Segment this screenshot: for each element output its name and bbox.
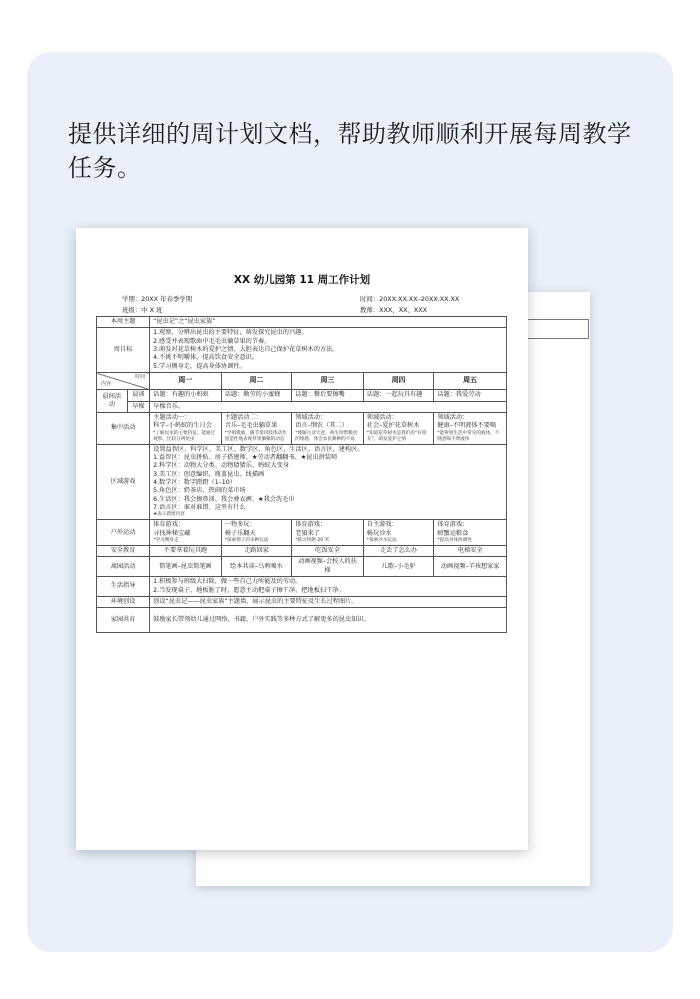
focus-name: 社会–爱护花草树木: [366, 422, 420, 430]
outdoor-type: 一物多玩：: [224, 521, 256, 529]
focus-cell: [292, 412, 364, 444]
life-item: 1.积极参与班级大扫除，做一些自己力所能及的劳动。: [153, 578, 302, 586]
focus-note: *能辨别生活中常见的液体，不随意喝不明液体: [437, 430, 500, 442]
outdoor-cell: [150, 520, 222, 546]
outdoor-cell: [292, 520, 364, 546]
env-value: 创设“昆虫记——昆虫家族”主题墙，展示昆虫的主要特征及生长过程图片。: [150, 596, 507, 607]
goals-row: [97, 328, 507, 373]
area-line: 6.生活区：我会擦鼻涕、我会叠衣裤、★我会洗毛巾: [153, 495, 295, 503]
class-label: 班级：中 X 班: [122, 306, 163, 314]
life-item: 2.当发现桌子、地板脏了时，愿意主动把桌子擦干净，把地板扫干净。: [153, 586, 345, 594]
day-header-row: [97, 373, 507, 390]
outdoor-name: 寻找神秘宝藏: [153, 529, 191, 537]
focus-title: 领域活动：: [295, 413, 327, 421]
exercise-value: 早操音乐。: [150, 401, 507, 412]
leaving-label: 离园活动: [97, 557, 150, 577]
focus-note: *理解古诗大意，萌生珍惜粮食的情感，体会农民耕种的不易: [295, 430, 358, 442]
outdoor-type: 自主游戏：: [366, 521, 398, 529]
theme-label: 本周主题: [97, 317, 150, 328]
talk-cell: 话题：一起玩具有趣: [363, 390, 434, 401]
outdoor-note: *学习侧身走: [153, 538, 179, 544]
focus-note: *知道花草树木是我们的“好朋友”，萌发爱护之情: [366, 430, 427, 442]
area-note: ★表示新增内容: [153, 512, 185, 518]
goals-label: 周目标: [97, 328, 150, 373]
outdoor-note: *练习快跑 20 米: [295, 538, 330, 544]
life-row: [97, 577, 507, 597]
focus-cell: [434, 412, 507, 444]
morning-label: 晨间活动: [97, 390, 128, 413]
morning-exercise-row: [97, 401, 507, 412]
leaving-cell: 动画视频–会校人的扶梯: [292, 557, 364, 577]
home-value: 鼓励家长带领幼儿通过网络、书籍、户外实践等多种方式了解更多的昆虫知识。: [150, 608, 507, 633]
day-header: 周一: [150, 373, 222, 390]
home-row: [97, 608, 507, 633]
talk-label: 晨谈: [127, 390, 149, 401]
goal-item: 1.观察、分辨出昆虫的主要特征，萌发探究昆虫的兴趣。: [153, 329, 308, 337]
talk-cell: 话题：有趣的小蚂蚁: [150, 390, 222, 401]
talk-cell: 话题：餐后要擦嘴: [292, 390, 364, 401]
area-line: 4.数学区：数字蹬蹬（1–10）: [153, 478, 236, 486]
headline: 提供详细的周计划文档，帮助教师顺利开展每周教学任务。: [68, 120, 632, 182]
outdoor-note: *探索沙水玩法: [366, 538, 397, 544]
home-label: 家园共育: [97, 608, 150, 633]
area-line: 5.角色区：奶茶店、热闹的菜市场: [153, 487, 246, 495]
talk-cell: 话题：勤劳的小蜜蜂: [221, 390, 292, 401]
outdoor-name: 畅玩沙水: [366, 529, 392, 537]
safety-cell: 吃饭安全: [292, 546, 364, 557]
term-label: 学期：20XX 年春季学期: [122, 295, 193, 303]
document-title: XX 幼儿园第 11 周工作计划: [233, 274, 371, 286]
env-row: [97, 596, 507, 607]
header-time-label: 时间: [135, 374, 146, 381]
morning-talk-row: [97, 390, 507, 401]
header-content-label: 内容: [101, 381, 112, 388]
exercise-label: 早操: [127, 401, 149, 412]
outdoor-name: 螃蟹运粮食: [437, 529, 469, 537]
outdoor-type: 体育游戏：: [153, 521, 185, 529]
plan-document: [76, 228, 528, 850]
area-line: 1.益智区：昆虫拼贴、房子搭建师、★劳动者翻翻书、★昆虫拼装师: [153, 453, 338, 461]
focus-note: *了解昆虫的主要特征，能通过观察、比较分辨昆虫: [153, 430, 216, 442]
safety-cell: 电梯安全: [434, 546, 507, 557]
focus-title: 领域活动：: [437, 413, 469, 421]
teacher-label: 教师：XXX、XX、XXX: [360, 306, 427, 314]
safety-row: [97, 546, 507, 557]
leaving-row: [97, 557, 507, 577]
outdoor-name: 老狼来了: [295, 529, 320, 537]
area-line: 设置益智区、科学区、美工区、数学区、角色区、生活区、语言区、建构区。: [153, 445, 364, 453]
outdoor-note: *提高身体协调性: [437, 538, 472, 544]
outdoor-type: 体育游戏：: [295, 521, 327, 529]
safety-cell: 走路回家: [221, 546, 292, 557]
outdoor-type: 体育游戏：: [437, 521, 469, 529]
outdoor-cell: [434, 520, 507, 546]
leaving-cell: 动画视频–羊孩想家家: [434, 557, 507, 577]
focus-cell: [363, 412, 434, 444]
leaving-cell: 简笔画–昆虫简笔画: [150, 557, 222, 577]
outdoor-cell: [363, 520, 434, 546]
day-header: 周二: [221, 373, 292, 390]
focus-name: 健康–不明液体不要喝: [437, 422, 497, 430]
focus-cell: [221, 412, 292, 444]
day-header: 周三: [292, 373, 364, 390]
weekly-plan-table: [96, 316, 507, 633]
life-list: [150, 577, 507, 597]
leaving-cell: 儿歌–小毛驴: [363, 557, 434, 577]
time-label: 时间：20XX.XX.XX–20XX.XX.XX: [360, 295, 460, 303]
focus-note: *学唱歌曲，随节奏用肢体动作创造性地表现草果躺躺的动态: [224, 430, 287, 442]
outdoor-cell: [221, 520, 292, 546]
focus-title: 主题活动一：: [153, 413, 191, 421]
focus-title: 主题活动二：: [224, 413, 262, 421]
safety-cell: 走丢了怎么办: [363, 546, 434, 557]
header-corner-cell: [97, 373, 150, 390]
theme-row: [97, 317, 507, 328]
focus-name: 语言–悯农（其二）: [295, 422, 348, 430]
env-label: 环境创设: [97, 596, 150, 607]
focus-title: 领域活动：: [366, 413, 398, 421]
goal-item: 3.萌发对花草树木的爱护之情，大胆表达自己保护花草树木的方法。: [153, 346, 339, 354]
focus-name: 音乐–毛毛虫躺草果: [224, 422, 278, 430]
areas-row: [97, 444, 507, 520]
day-header: 周五: [434, 373, 507, 390]
focus-cell: [150, 412, 222, 444]
areas-list: [150, 444, 507, 520]
outdoor-note: *探索椅子的多种玩法: [224, 538, 269, 544]
safety-label: 安全教育: [97, 546, 150, 557]
safety-cell: 不要拿着玩具跑: [150, 546, 222, 557]
focus-name: 科学–小蚂蚁的生日会: [153, 422, 212, 430]
focus-row: [97, 412, 507, 444]
focus-label: 集中活动: [97, 412, 150, 444]
area-line: 3.美工区：创意编织、瓶盖昆虫、线描画: [153, 470, 265, 478]
area-line: 2.科学区：动物大分类、动物猜猜乐、蚂蚁大变身: [153, 462, 289, 470]
area-line: 7.语言区：谁对谁错、这里有什么: [153, 504, 246, 512]
goal-item: 4.不挑不明嚼体，提高饮食安全意识。: [153, 354, 259, 362]
leaving-cell: 绘本共读–乌鸦喝水: [221, 557, 292, 577]
areas-label: 区域游戏: [97, 444, 150, 520]
goals-list: [150, 328, 507, 373]
theme-value: “昆虫记”之“昆虫家族”: [150, 317, 507, 328]
outdoor-row: [97, 520, 507, 546]
goal-item: 5.学习侧身走，提高身体协调性。: [153, 362, 246, 370]
outdoor-name: 椅子乐翻天: [224, 529, 256, 537]
day-header: 周四: [363, 373, 434, 390]
talk-cell: 话题：我爱劳动: [434, 390, 507, 401]
life-label: 生活指导: [97, 577, 150, 597]
outdoor-label: 户外运动: [97, 520, 150, 546]
goal-item: 2.感受并表现歌曲中毛毛虫躺草果的节奏。: [153, 337, 271, 345]
